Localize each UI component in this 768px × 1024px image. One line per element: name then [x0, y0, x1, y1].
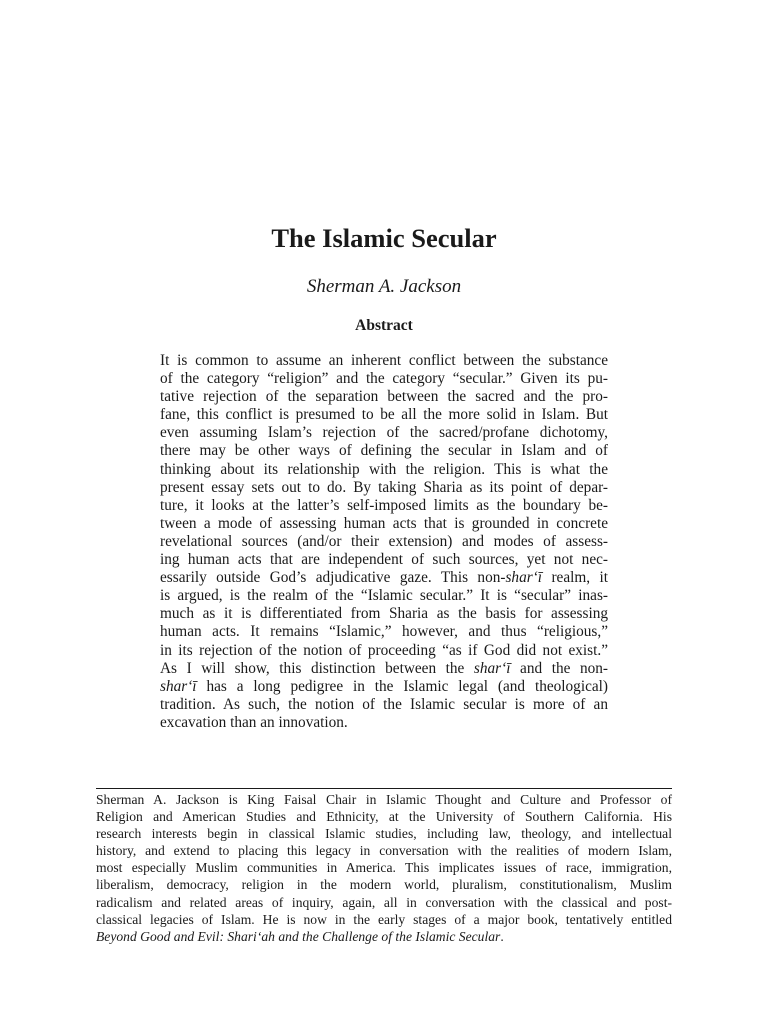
abstract-line [160, 660, 608, 678]
footnote-line: radicalism and related areas of inquiry, again, all in conversation with the classical and post- [96, 894, 672, 910]
sharii-term: shar‘ī [505, 569, 543, 587]
abstract-line: fane, this conflict is presumed to be all the more solid in Islam. But [160, 406, 608, 424]
footnote-line: Religion and American Studies and Ethnicity, at the University of Southern California. His [96, 809, 672, 825]
abstract-line: ing human acts that are independent of such sources, yet not nec- [160, 551, 608, 569]
abstract-line [160, 569, 608, 587]
abstract-line: tradition. As such, the notion of the Islamic secular is more of an [160, 695, 608, 713]
abstract-line: of the category “religion” and the category “secular.” Given its pu- [160, 370, 608, 388]
footnote-line: most especially Muslim communities in America. This implicates issues of race, immigration, [96, 860, 672, 876]
abstract-line: there may be other ways of defining the secular in Islam and of [160, 442, 608, 460]
abstract-line: tative rejection of the separation between the sacred and the pro- [160, 388, 608, 406]
abstract-line: tween a mode of assessing human acts that is grounded in concrete [160, 514, 608, 532]
abstract-line: in its rejection of the notion of proceeding “as if God did not exist.” [160, 641, 608, 659]
sharii-term: shar‘ī [160, 677, 197, 695]
book-title: Beyond Good and Evil: Shari‘ah and the Challenge of the Islamic Secular [96, 928, 501, 944]
footnote-line: liberalism, democracy, religion in the modern world, pluralism, constitutionalism, Muslim [96, 877, 672, 893]
author-footnote [96, 791, 672, 945]
abstract-line: much as it is differentiated from Sharia as the basis for assessing [160, 605, 608, 623]
abstract-body [160, 352, 608, 732]
abstract-line [160, 678, 608, 696]
author-name: Sherman A. Jackson [306, 276, 462, 297]
abstract-line: present essay sets out to do. By taking Sharia as its point of depar- [160, 478, 608, 496]
abstract-line: It is common to assume an inherent conflict between the substance [160, 352, 608, 369]
abstract-line: even assuming Islam’s rejection of the sacred/profane dichotomy, [160, 424, 608, 442]
footnote-line: history, and extend to placing this legacy in conversation with the realities of modern Islam, [96, 843, 672, 859]
abstract-text: realm, it [542, 569, 608, 587]
footnote-rule [96, 788, 672, 789]
footnote-line: classical legacies of Islam. He is now in the early stages of a major book, tentatively entitled [96, 911, 672, 927]
abstract-line: is argued, is the realm of the “Islamic secular.” It is “secular” inas- [160, 587, 608, 605]
abstract-line: revelational sources (and/or their extension) and modes of assess- [160, 532, 608, 550]
abstract-text: has a long pedigree in the Islamic legal (and theological) [206, 677, 608, 695]
abstract-line: ture, it looks at the latter’s self-imposed limits as the boundary be- [160, 496, 608, 514]
paper-title: The Islamic Secular [271, 223, 497, 253]
abstract-heading: Abstract [355, 317, 413, 334]
abstract-text: and the non- [510, 659, 608, 677]
abstract-text: essarily outside God’s adjudicative gaze. This non- [160, 569, 506, 587]
footnote-line: Sherman A. Jackson is King Faisal Chair in Islamic Thought and Culture and Professor of [96, 792, 672, 807]
abstract-text: As I will show, this distinction between the [160, 659, 474, 677]
abstract-line: thinking about its relationship with the religion. This is what the [160, 460, 608, 478]
abstract-line: excavation than an innovation. [160, 713, 348, 731]
footnote-period: . [500, 928, 504, 944]
footnote-line: research interests begin in classical Islamic studies, including law, theology, and intellectual [96, 826, 672, 842]
footnote-line [96, 928, 672, 945]
abstract-line: human acts. It remains “Islamic,” however, and thus “religious,” [160, 623, 608, 641]
sharii-term: shar‘ī [473, 659, 511, 677]
